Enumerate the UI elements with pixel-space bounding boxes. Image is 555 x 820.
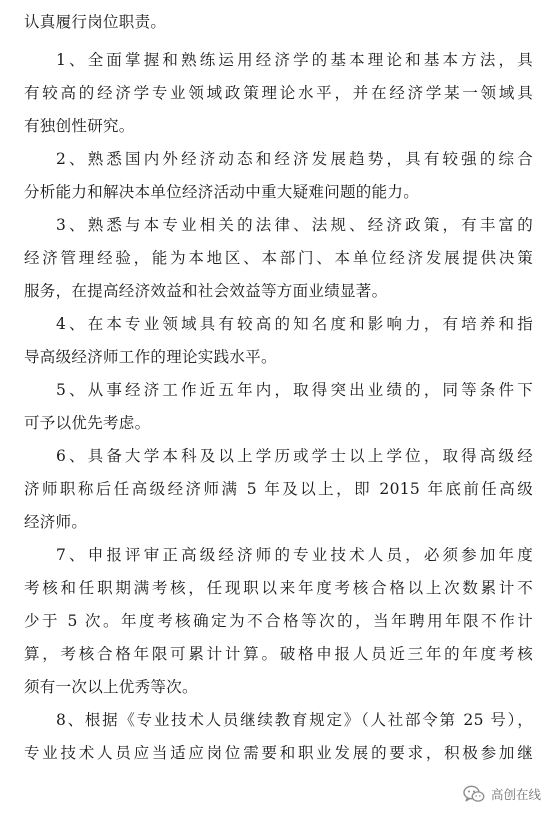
text-line: 少于 5 次。年度考核确定为不合格等次的，当年聘用年限不作计: [24, 612, 533, 630]
text-line: 导高级经济师工作的理论实践水平。: [24, 348, 277, 366]
text-line: 7、申报评审正高级经济师的专业技术人员，必须参加年度: [56, 546, 533, 564]
text-line: 算，考核合格年限可累计计算。破格申报人员近三年的年度考核: [24, 645, 533, 663]
watermark: [463, 781, 541, 807]
text-line: 经济师。: [24, 513, 88, 531]
text-line: 服务，在提高经济效益和社会效益等方面业绩显著。: [24, 282, 388, 300]
text-line: 5、从事经济工作近五年内，取得突出业绩的，同等条件下: [56, 381, 533, 399]
text-line: 认真履行岗位职责。: [24, 13, 167, 31]
text-line: 2、熟悉国内外经济动态和经济发展趋势，具有较强的综合: [56, 150, 533, 168]
text-line: 可予以优先考虑。: [24, 414, 151, 432]
text-line: 考核和任职期满考核，任现职以来年度考核合格以上次数累计不: [24, 579, 533, 597]
text-line: 1、全面掌握和熟练运用经济学的基本理论和基本方法，具: [56, 51, 533, 69]
text-line: 经济管理经验，能为本地区、本部门、本单位经济发展提供决策: [24, 249, 533, 267]
text-line: 分析能力和解决本单位经济活动中重大疑难问题的能力。: [24, 183, 420, 201]
text-line: 6、具备大学本科及以上学历或学士以上学位，取得高级经: [56, 447, 533, 465]
text-line: 济师职称后任高级经济师满 5 年及以上，即 2015 年底前任高级: [24, 480, 533, 498]
text-line: 4、在本专业领域具有较高的知名度和影响力，有培养和指: [56, 315, 533, 333]
text-line: 3、熟悉与本专业相关的法律、法规、经济政策，有丰富的: [56, 216, 533, 234]
wechat-icon: [463, 785, 485, 803]
text-line: 有独创性研究。: [24, 117, 135, 135]
text-line: 须有一次以上优秀等次。: [24, 678, 198, 696]
text-line: 专业技术人员应当适应岗位需要和职业发展的要求，积极参加继: [24, 744, 533, 762]
watermark-text: 高创在线: [490, 787, 541, 802]
text-line: 有较高的经济学专业领域政策理论水平，并在经济学某一领域具: [24, 84, 533, 102]
text-line: 8、根据《专业技术人员继续教育规定》（人社部令第 25 号），: [56, 711, 533, 729]
